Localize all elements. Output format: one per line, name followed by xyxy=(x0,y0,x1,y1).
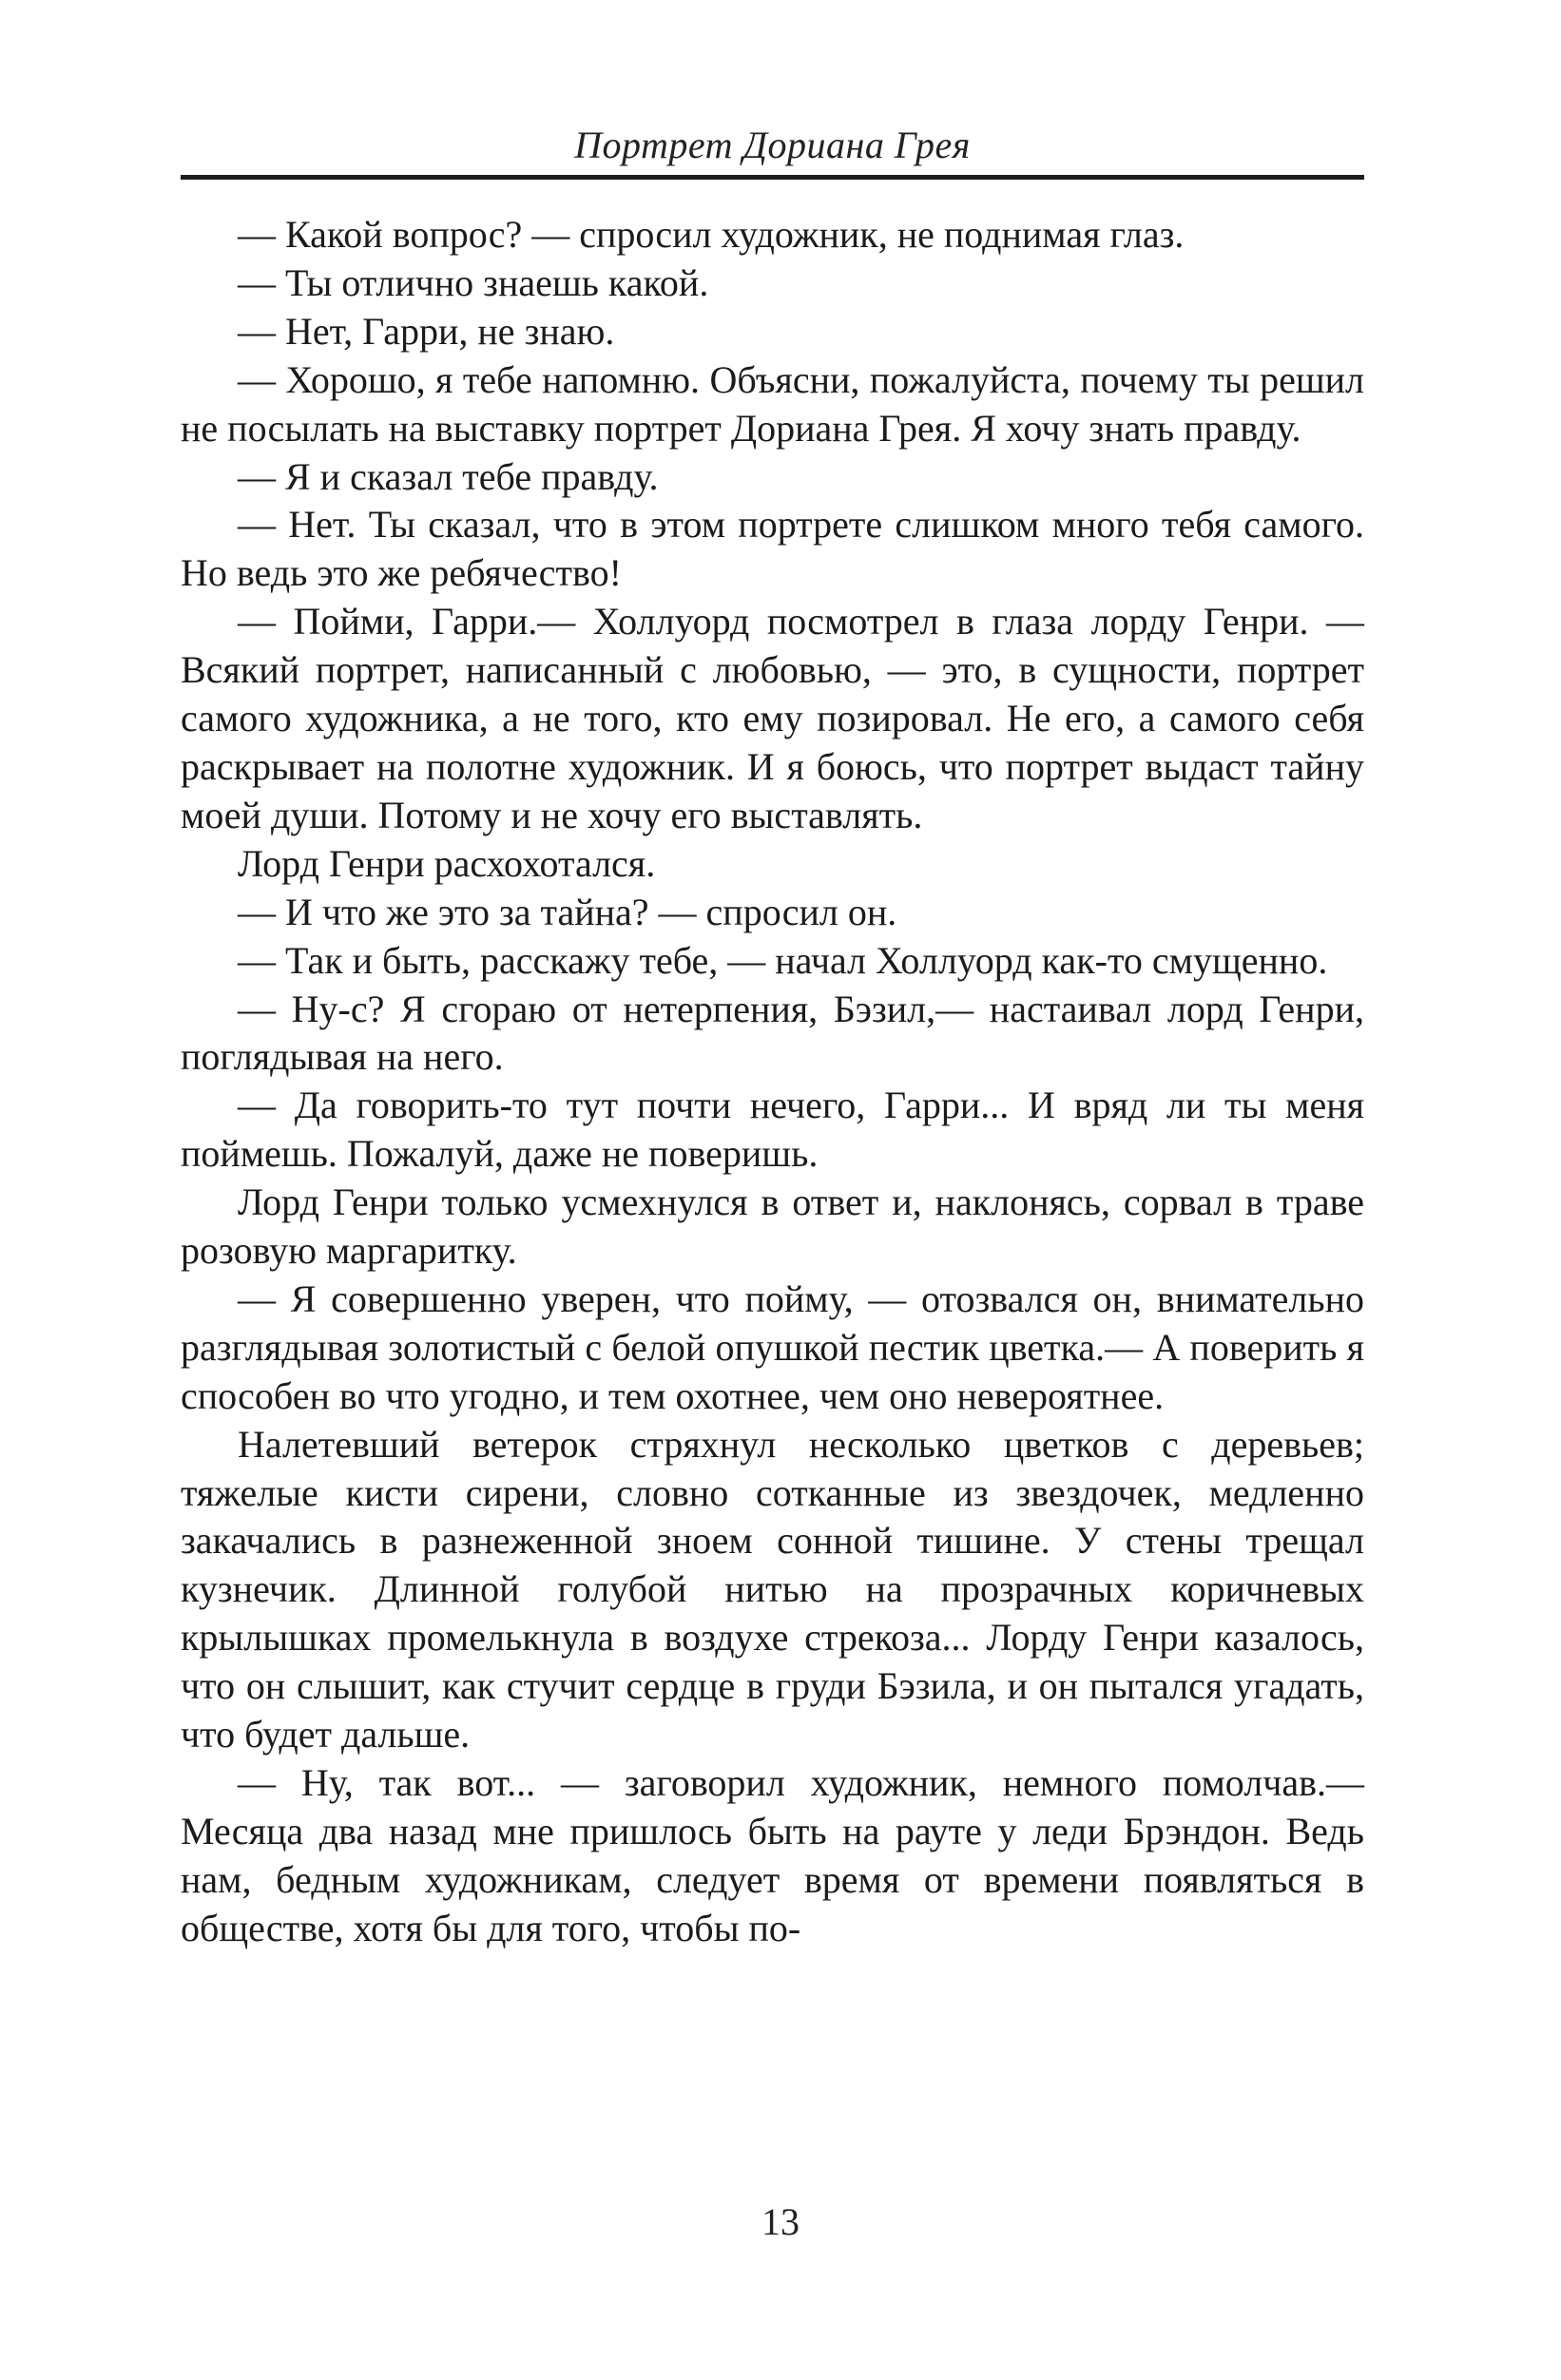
paragraph: — И что же это за тайна? — спросил он. xyxy=(238,890,897,933)
paragraph: — Пойми, Гарри.— Холлуорд посмотрел в глаза лорду Генри. — Всякий портрет, написанный с любовью, — это, в сущности, портрет самого художника, а не того, кто ему позировал. Не его, а самого себя раскрывает на полотне художник. И я боюсь, что портрет выдаст тайну моей души. Потому и не хочу его выставлять. xyxy=(181,600,1364,836)
page-number: 13 xyxy=(761,2200,800,2243)
header-rule xyxy=(181,175,1364,180)
paragraph: — Я совершенно уверен, что пойму, — отозвался он, внимательно разглядывая золотистый с белой опушкой пестик цветка.— А поверить я способен во что угодно, и тем охотнее, чем оно невероятнее. xyxy=(181,1276,1364,1417)
paragraph: — Нет. Ты сказал, что в этом портрете слишком много тебя самого. Но ведь это же ребячество! xyxy=(181,503,1364,595)
paragraph: Лорд Генри только усмехнулся в ответ и, наклонясь, сорвал в траве розовую маргаритку. xyxy=(181,1180,1364,1273)
paragraph: — Ты отлично знаешь какой. xyxy=(238,260,709,304)
paragraph: — Какой вопрос? — спросил художник, не поднимая глаз. xyxy=(238,213,1185,256)
paragraph: — Так и быть, расскажу тебе, — начал Холлуорд как-то смущенно. xyxy=(238,938,1328,982)
paragraph: — Да говорить-то тут почти нечего, Гарри... И вряд ли ты меня поймешь. Пожалуй, даже не поверишь. xyxy=(181,1084,1364,1176)
paragraph: — Ну, так вот... — заговорил художник, немного помолчав.— Месяца два назад мне пришлось быть на рауте у леди Брэндон. Ведь нам, бедным художникам, следует время от времени появляться в обществе, хотя бы для того, чтобы по- xyxy=(181,1761,1364,1949)
paragraph: Лорд Генри расхохотался. xyxy=(238,841,656,885)
body-text xyxy=(181,211,1364,1953)
paragraph: — Хорошо, я тебе напомню. Объясни, пожалуйста, почему ты решил не посылать на выставку портрет Дориана Грея. Я хочу знать правду. xyxy=(181,357,1364,450)
running-head-title: Портрет Дориана Грея xyxy=(574,124,971,166)
paragraph: Налетевший ветерок стряхнул несколько цветков с деревьев; тяжелые кисти сирени, словно сотканные из звездочек, медленно закачались в разнеженной зноем сонной тишине. У стены трещал кузнечик. Длинной голубой нитью на прозрачных коричневых крылышках промелькнула в воздухе стрекоза... Лорду Генри казалось, что он слышит, как стучит сердце в груди Бэзила, и он пытался угадать, что будет дальше. xyxy=(181,1422,1364,1756)
paragraph: — Ну-с? Я сгораю от нетерпения, Бэзил,— настаивал лорд Генри, поглядывая на него. xyxy=(181,987,1364,1079)
paragraph: — Нет, Гарри, не знаю. xyxy=(238,309,615,353)
paragraph: — Я и сказал тебе правду. xyxy=(238,454,659,498)
